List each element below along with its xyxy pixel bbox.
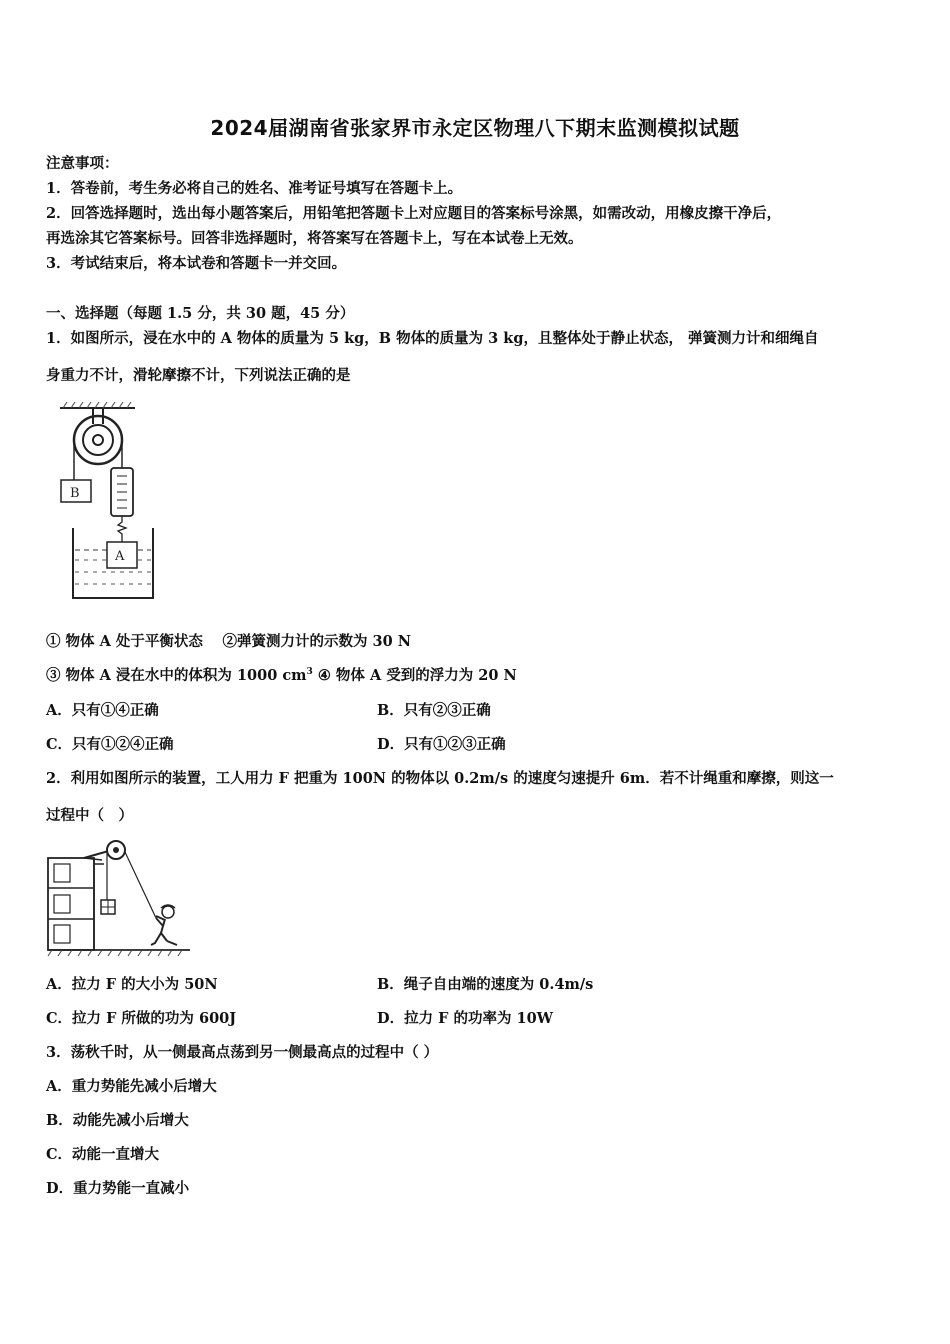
block-b-label: B [70,486,80,501]
notice-item: 再选涂其它答案标号。回答非选择题时，将答案写在答题卡上，写在本试卷上无效。 [46,230,583,247]
question-2-option-c[interactable]: C．拉力 F 所做的功为 600J [46,1010,237,1027]
block-a-label: A [115,549,125,564]
statement-text: ④ 物体 A 受到的浮力为 20 N [312,667,517,684]
question-2-option-a[interactable]: A．拉力 F 的大小为 50N [46,976,218,993]
question-1-statement [46,664,517,685]
question-1-option-b[interactable]: B．只有②③正确 [377,702,491,719]
question-1-option-a[interactable]: A．只有①④正确 [46,702,159,719]
worker-pulley-figure [44,836,194,958]
notice-item: 2．回答选择题时，选出每小题答案后，用铅笔把答题卡上对应题目的答案标号涂黑，如需改动，用橡皮擦干净后， [46,205,782,222]
question-1-option-d[interactable]: D．只有①②③正确 [377,736,506,753]
question-3-option-c[interactable]: C．动能一直增大 [46,1146,160,1163]
question-3-stem: 3．荡秋千时，从一侧最高点荡到另一侧最高点的过程中（ ） [46,1044,439,1061]
question-1-stem-cont: 身重力不计，滑轮摩擦不计，下列说法正确的是 [46,367,351,384]
statement-text: ③ 物体 A 浸在水中的体积为 1000 cm [46,667,307,684]
question-3-option-b[interactable]: B．动能先减小后增大 [46,1112,189,1129]
question-1-option-c[interactable]: C．只有①②④正确 [46,736,174,753]
question-3-option-a[interactable]: A．重力势能先减小后增大 [46,1078,217,1095]
superscript: 3 [306,667,313,678]
question-2-stem: 2．利用如图所示的装置，工人用力 F 把重为 100N 的物体以 0.2m/s 的速度匀速提升 6m．若不计绳重和摩擦，则这一 [46,770,834,787]
question-2-option-d[interactable]: D．拉力 F 的功率为 10W [377,1010,553,1027]
question-3-option-d[interactable]: D．重力势能一直减小 [46,1180,190,1197]
question-2-stem-cont: 过程中（ ） [46,807,133,824]
question-1-statement: ① 物体 A 处于平衡状态 ②弹簧测力计的示数为 30 N [46,633,411,650]
section-heading: 一、选择题（每题 1.5 分，共 30 题，45 分） [46,305,355,322]
notice-heading: 注意事项： [46,155,119,172]
question-1-stem: 1．如图所示，浸在水中的 A 物体的质量为 5 kg，B 物体的质量为 3 kg，且整体处于静止状态， 弹簧测力计和细绳自 [46,330,819,347]
pulley-spring-figure [55,400,165,605]
notice-item: 3．考试结束后，将本试卷和答题卡一并交回。 [46,255,347,272]
question-2-option-b[interactable]: B．绳子自由端的速度为 0.4m/s [377,976,594,993]
notice-item: 1．答卷前，考生务必将自己的姓名、准考证号填写在答题卡上。 [46,180,463,197]
page-title: 2024届湖南省张家界市永定区物理八下期末监测模拟试题 [210,116,740,140]
